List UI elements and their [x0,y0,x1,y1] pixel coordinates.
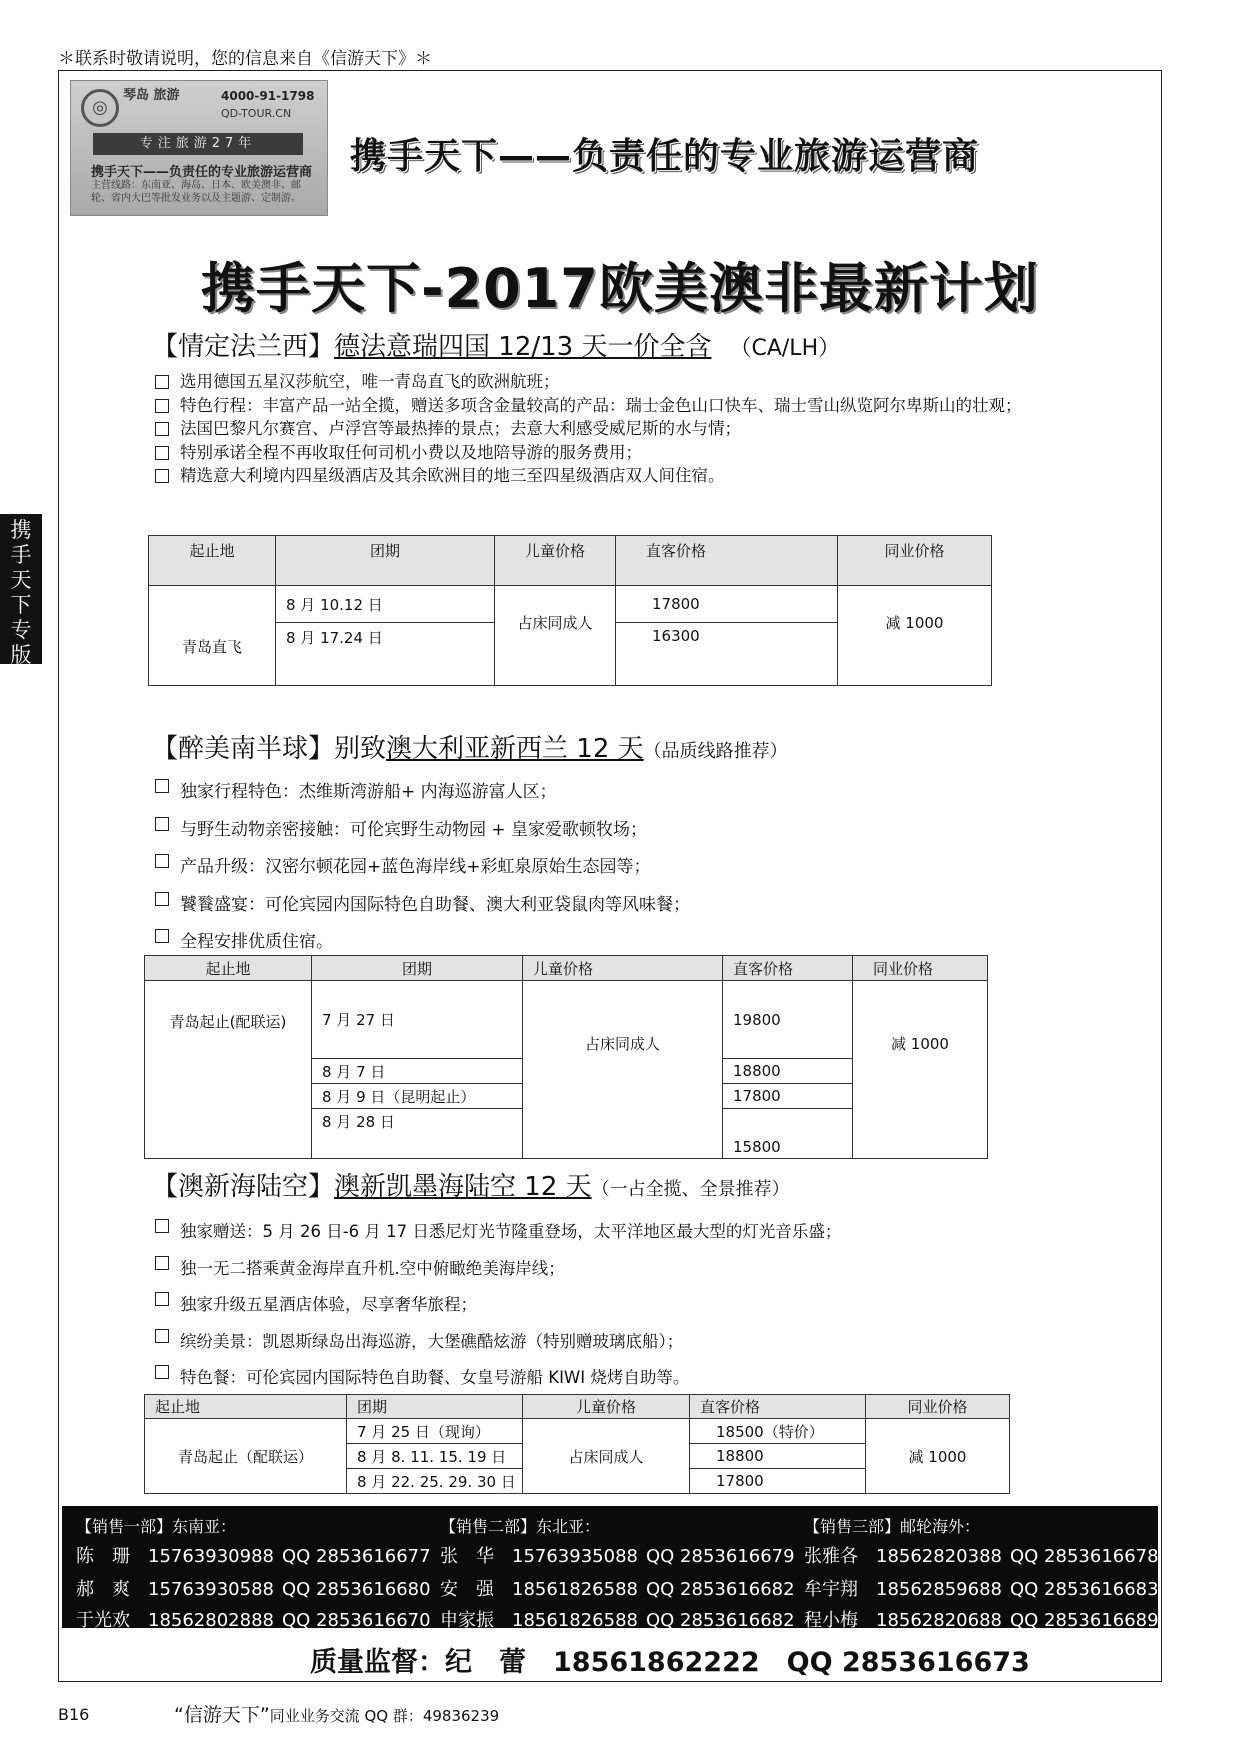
contact-phone: 18561826588 [512,1610,638,1631]
date-cell: 8 月 28 日 [312,1109,523,1159]
logo-phone: 4000-91-1798 [221,89,315,103]
contact-phone: 18562820688 [876,1610,1002,1631]
footer-qq-group: 同业业务交流 QQ 群：49836239 [269,1707,500,1725]
child-price-cell: 占床同成人 [495,586,616,686]
child-price-cell: 占床同成人 [523,981,723,1159]
contact-phone: 18562802888 [148,1610,274,1631]
contact-qq: QQ 2853616670 [282,1610,431,1631]
contact-name: 申家振 [440,1610,494,1631]
section-route: 澳新凯墨海陆空 12 天 [334,1172,592,1202]
date-cell: 8 月 9 日（昆明起止） [312,1084,523,1109]
contact-row [440,1542,795,1568]
contact-name: 牟宇翔 [804,1579,858,1600]
price-cell: 17800 [616,586,838,623]
date-cell: 8 月 22. 25. 29. 30 日 [347,1469,523,1494]
contact-phone: 18561826588 [512,1579,638,1600]
bullet: 特别承诺全程不再收取任何司机小费以及地陪导游的服务费用； [152,441,1082,465]
contact-name: 郝 爽 [76,1579,130,1600]
side-tab-char: 携 [10,518,32,542]
side-tab [0,514,42,667]
contact-row [440,1606,795,1632]
date-cell: 7 月 25 日（现询） [347,1419,523,1444]
contact-row [76,1606,431,1632]
price-cell: 16300 [616,623,838,686]
contact-qq: QQ 2853616682 [646,1610,795,1631]
header-cell: 团期 [347,1395,523,1419]
origin-cell: 青岛起止（配联运） [145,1419,347,1494]
side-tab-char: 天 [10,568,32,592]
price-cell: 15800 [723,1109,853,1159]
header-cell: 团期 [312,956,523,981]
bullet: 法国巴黎凡尔赛宫、卢浮宫等最热捧的景点；去意大利感受威尼斯的水与情； [152,417,1082,441]
contact-row [76,1542,431,1568]
price-cell: 17800 [690,1469,866,1494]
contact-name: 程小梅 [804,1610,858,1631]
section-3-heading [152,1166,790,1203]
logo-lines: 主营线路：东南亚、海岛、日本、欧美澳非、邮轮、省内大巴等批发业务以及主题游、定制游。 [91,180,301,204]
price-cell: 18800 [723,1059,853,1084]
section-1-heading [152,326,840,363]
price-cell: 18500（特价） [690,1419,866,1444]
contact-qq: QQ 2853616689 [1010,1610,1159,1631]
header-cell: 团期 [276,536,495,586]
footer-brand: “信游天下” [174,1704,270,1726]
peer-price-cell: 减 1000 [866,1419,1010,1494]
price-cell: 17800 [723,1084,853,1109]
bullet: 饕餮盛宴：可伦宾园内国际特色自助餐、澳大利亚袋鼠肉等风味餐； [152,887,1082,925]
sales-contacts [62,1506,1159,1631]
bullet: 独一无二搭乘黄金海岸直升机.空中俯瞰绝美海岸线； [152,1251,1082,1288]
bullet: 全程安排优质住宿。 [152,924,1082,962]
main-title: 携手天下-2017欧美澳非最新计划 [201,257,1039,320]
bullet: 特色行程：丰富产品一站全揽，赠送多项含金量较高的产品：瑞士金色山口快车、瑞士雪山纵览阿尔卑斯山的壮观； [152,394,1082,418]
bullet: 独家升级五星酒店体验，尽享奢华旅程； [152,1287,1082,1324]
price-cell: 19800 [723,981,853,1059]
logo-tagline: 携手天下——负责任的专业旅游运营商 [91,165,313,180]
header-cell: 直客价格 [690,1395,866,1419]
page-number: B16 [58,1705,90,1724]
dept-label: 【销售三部】邮轮海外： [804,1517,981,1536]
price-table-3 [144,1394,1010,1494]
section-tag: 【醉美南半球】 [152,734,335,764]
header-cell: 同业价格 [853,956,988,981]
contact-row [804,1606,1159,1632]
header-cell: 直客价格 [723,956,853,981]
header-cell: 同业价格 [838,536,992,586]
header-cell: 起止地 [145,956,312,981]
company-logo [70,80,328,216]
contact-phone: 15763930988 [148,1546,274,1567]
price-table-1 [148,535,992,686]
header-cell: 同业价格 [866,1395,1010,1419]
section-tag: 【情定法兰西】 [152,332,335,362]
bullet: 缤纷美景：凯恩斯绿岛出海巡游，大堡礁酷炫游（特别赠玻璃底船）； [152,1324,1082,1361]
contact-row [804,1542,1159,1568]
contact-phone: 18562859688 [876,1579,1002,1600]
contact-qq: QQ 2853616678 [1010,1546,1159,1567]
contact-phone: 18562820388 [876,1546,1002,1567]
logo-mark-icon: ◎ [81,89,119,127]
contact-qq: QQ 2853616680 [282,1579,431,1600]
contact-qq: QQ 2853616683 [1010,1579,1159,1600]
contact-name: 于光欢 [76,1610,130,1631]
section-note: （一占全揽、全景推荐） [591,1179,790,1200]
header-cell: 儿童价格 [523,1395,690,1419]
bullet: 产品升级：汉密尔顿花园+蓝色海岸线+彩虹泉原始生态园等； [152,849,1082,887]
section-2-heading [152,728,788,765]
bullet: 独家行程特色：杰维斯湾游船+ 内海巡游富人区； [152,774,1082,812]
section-tag: 【澳新海陆空】 [152,1172,335,1202]
bullet: 与野生动物亲密接触：可伦宾野生动物园 + 皇家爱歌顿牧场； [152,812,1082,850]
logo-site: QD-TOUR.CN [221,107,292,120]
logo-brand: 琴岛 旅游 [123,88,180,103]
side-tab-char: 专 [10,618,32,642]
side-tab-char: 版 [10,643,32,667]
dept-label: 【销售一部】东南亚： [76,1517,237,1536]
section-note: （品质线路推荐） [643,741,788,762]
section-note: （CA/LH） [729,336,841,361]
contact-phone: 15763930588 [148,1579,274,1600]
contact-row [804,1575,1159,1601]
section-route: 德法意瑞四国 12/13 天一价全含 [334,332,712,362]
logo-band: 专注旅游27年 [93,133,303,155]
date-cell: 8 月 8. 11. 15. 19 日 [347,1444,523,1469]
origin-cell: 青岛直飞 [149,586,276,686]
header-cell: 儿童价格 [523,956,723,981]
dept-label: 【销售二部】东北亚： [440,1517,601,1536]
peer-price-cell: 减 1000 [853,981,988,1159]
contact-name: 陈 珊 [76,1546,130,1567]
date-cell: 8 月 10.12 日 [276,586,495,623]
price-cell: 18800 [690,1444,866,1469]
section-pre: 别致 [334,734,387,764]
contact-row [440,1575,795,1601]
section-3-bullets [152,1214,1082,1397]
header-cell: 儿童价格 [495,536,616,586]
slogan: 携手天下——负责任的专业旅游运营商 [350,136,980,177]
side-tab-char: 手 [10,543,32,567]
bullet: 独家赠送：5 月 26 日-6 月 17 日悉尼灯光节隆重登场，太平洋地区最大型的灯光音乐盛； [152,1214,1082,1251]
date-cell: 8 月 7 日 [312,1059,523,1084]
header-cell: 起止地 [149,536,276,586]
date-cell: 8 月 17.24 日 [276,623,495,686]
peer-price-cell: 减 1000 [838,586,992,686]
contact-name: 安 强 [440,1579,494,1600]
origin-cell: 青岛起止(配联运) [145,981,312,1159]
date-cell: 7 月 27 日 [312,981,523,1059]
side-tab-char: 下 [10,593,32,617]
contact-name: 张雅各 [804,1546,858,1567]
contact-phone: 15763935088 [512,1546,638,1567]
contact-qq: QQ 2853616677 [282,1546,431,1567]
contact-qq: QQ 2853616679 [646,1546,795,1567]
section-1-bullets [152,370,1082,488]
header-cell: 起止地 [145,1395,347,1419]
section-route: 澳大利亚新西兰 12 天 [386,734,644,764]
section-2-bullets [152,774,1082,962]
child-price-cell: 占床同成人 [523,1419,690,1494]
bullet: 特色餐：可伦宾园内国际特色自助餐、女皇号游船 KIWI 烧烤自助等。 [152,1360,1082,1397]
price-table-2 [144,955,988,1159]
quality-supervision: 质量监督：纪 蕾 18561862222 QQ 2853616673 [310,1647,1030,1678]
bullet: 选用德国五星汉莎航空，唯一青岛直飞的欧洲航班； [152,370,1082,394]
bullet: 精选意大利境内四星级酒店及其余欧洲目的地三至四星级酒店双人间住宿。 [152,464,1082,488]
contact-row [76,1575,431,1601]
contact-name: 张 华 [440,1546,494,1567]
footer-text [174,1700,499,1727]
top-note: ＊联系时敬请说明，您的信息来自《信游天下》＊ [58,49,432,69]
contact-qq: QQ 2853616682 [646,1579,795,1600]
header-cell: 直客价格 [616,536,838,586]
